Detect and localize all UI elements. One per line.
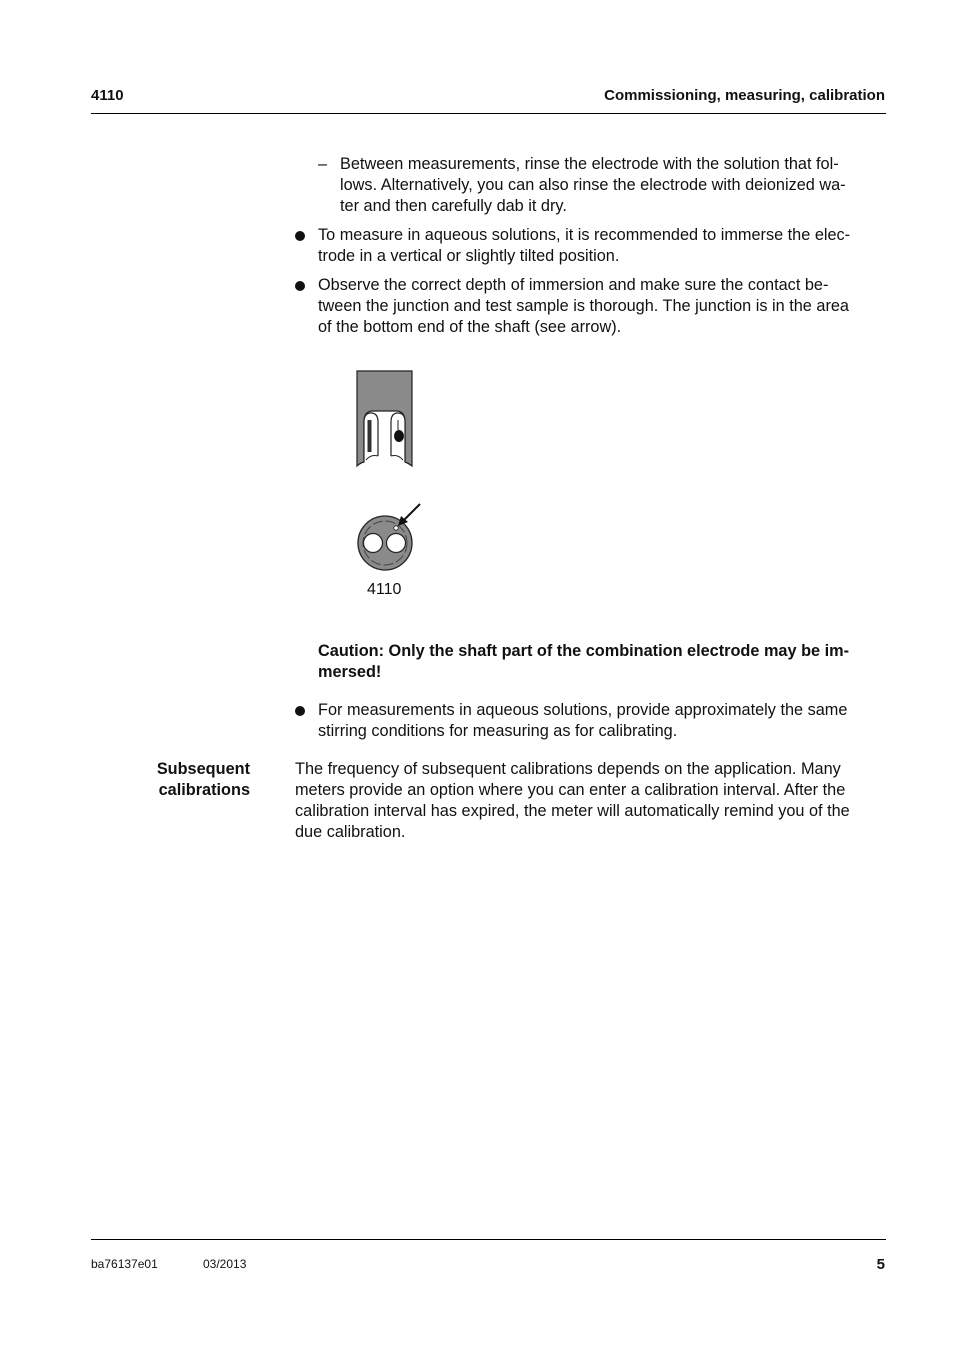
text-line: For measurements in aqueous solutions, provide approximately the same <box>318 701 848 719</box>
text-line: Subsequent <box>156 760 250 778</box>
text-line: lows. Alternatively, you can also rinse the electrode with deionized wa- <box>340 176 846 194</box>
dash-item-text <box>340 154 888 217</box>
footer-doc-id: ba76137e01 <box>91 1257 158 1271</box>
footer-date: 03/2013 <box>203 1257 247 1271</box>
header-section-title: Commissioning, measuring, calibration <box>604 87 885 104</box>
text-line: ter and then carefully dab it dry. <box>340 197 567 215</box>
text-line: The frequency of subsequent calibrations depends on the application. Many <box>295 760 841 778</box>
footer-rule <box>91 1239 886 1240</box>
bullet-item-text <box>318 700 888 742</box>
text-line: To measure in aqueous solutions, it is recommended to immerse the elec- <box>318 226 851 244</box>
text-line: Observe the correct depth of immersion and make sure the contact be- <box>318 276 829 294</box>
text-line: Caution: Only the shaft part of the combination electrode may be im- <box>318 642 850 660</box>
bullet-item-text <box>318 275 888 338</box>
text-line: due calibration. <box>295 823 406 841</box>
text-line: mersed! <box>318 663 382 681</box>
electrode-side-view-illustration <box>352 368 418 470</box>
text-line: of the bottom end of the shaft (see arrow). <box>318 318 622 336</box>
electrode-bottom-view-illustration <box>352 500 426 574</box>
text-line: meters provide an option where you can enter a calibration interval. After the <box>295 781 846 799</box>
page-number: 5 <box>876 1256 885 1273</box>
text-line: Between measurements, rinse the electrode with the solution that fol- <box>340 155 839 173</box>
header-rule <box>91 113 886 114</box>
side-heading <box>91 759 250 801</box>
text-line: stirring conditions for measuring as for calibrating. <box>318 722 678 740</box>
figure-caption: 4110 <box>367 581 402 598</box>
text-line: trode in a vertical or slightly tilted position. <box>318 247 620 265</box>
header-doc-number: 4110 <box>91 87 124 104</box>
dash-marker: – <box>318 155 328 173</box>
bullet-icon <box>295 231 305 241</box>
text-line: calibration interval has expired, the meter will automatically remind you of the <box>295 802 850 820</box>
text-line: tween the junction and test sample is thorough. The junction is in the area <box>318 297 849 315</box>
bullet-item-text <box>318 225 888 267</box>
bullet-icon <box>295 706 305 716</box>
text-line: calibrations <box>158 781 250 799</box>
bullet-icon <box>295 281 305 291</box>
subsequent-calibrations-paragraph <box>295 759 888 843</box>
caution-note <box>318 641 888 683</box>
